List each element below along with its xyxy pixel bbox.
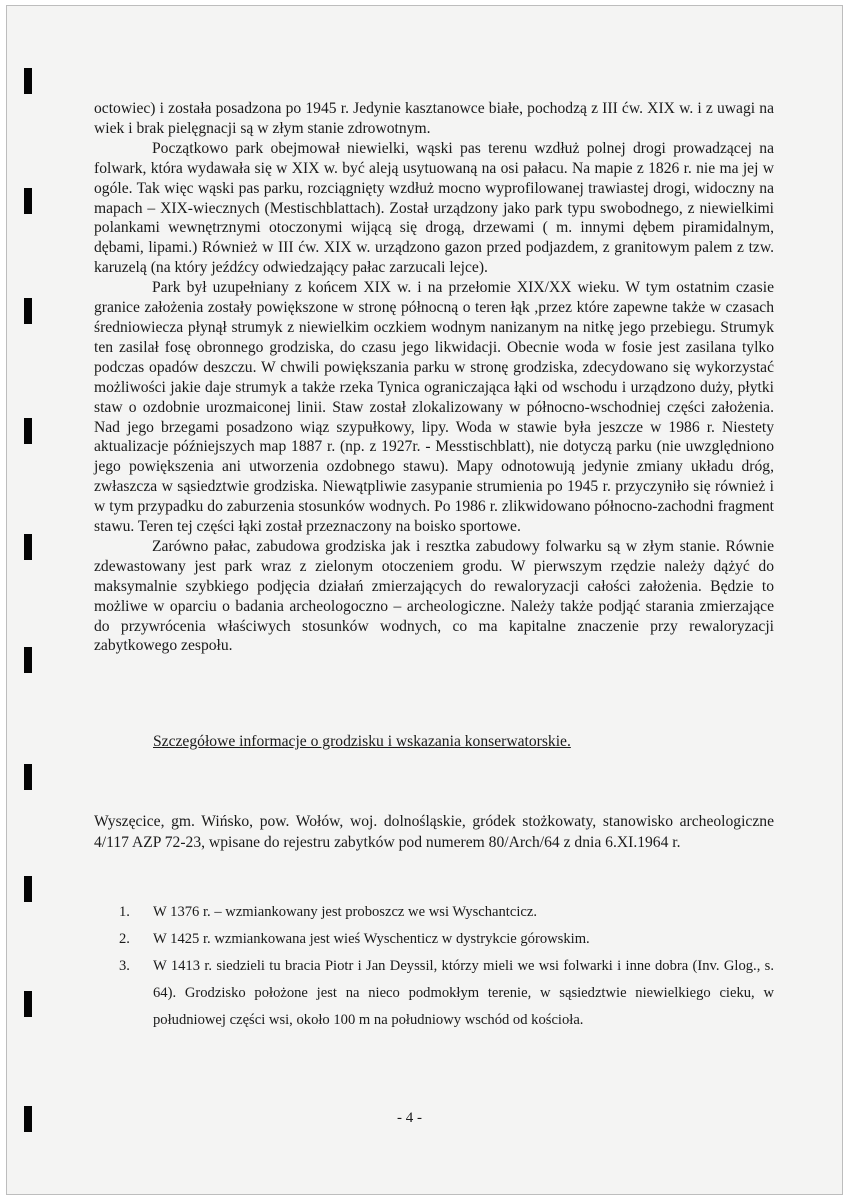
scan-registration-mark xyxy=(24,534,32,560)
scan-registration-mark xyxy=(24,188,32,214)
list-item xyxy=(119,953,774,1034)
paragraph: Park był uzupełniany z końcem XIX w. i na przełomie XIX/XX wieku. W tym ostatnim czasie granice założenia zostały powiększone w stronę północną o teren łąk ,przez które zapewne także w czasach średniowiecza płynął strumyk z niewielkim oczkiem wodnym nanizanym na nitkę jego przebiegu. Strumyk ten zasilał fosę obronnego grodziska, do czasu jego likwidacji. Obecnie woda w fosie jest zasilana tylko podczas opadów deszczu. W chwili powiększania parku w stronę grodziska, zdecydowano się wykorzystać możliwości jakie daje strumyk a także rzeka Tynica ograniczająca łąki od wschodu i urządzono duży, płytki staw o ozdobnie urozmaiconej linii. Staw został zlokalizowany w północno-wschodniej części założenia. Nad jego brzegami posadzono wiąz szypułkowy, lipy. Woda w stawie była jeszcze w 1986 r. Niestety aktualizacje późniejszych map 1887 r. (np. z 1927r. - Messtischblatt), nie dotyczą parku (nie uwzględniono jego powiększenia ani utworzenia ozdobnego stawu). Mapy odnotowują jedynie zmiany układu dróg, zwłaszcza w sąsiedztwie grodziska. Niewątpliwie zasypanie strumienia po 1945 r. przyczyniło się również i w tym przypadku do zaburzenia stosunków wodnych. Po 1986 r. zlikwidowano północno-zachodni fragment stawu. Teren tej części łąki został przeznaczony na boisko sportowe. xyxy=(94,279,774,536)
list-number: 2. xyxy=(119,931,130,947)
list-item xyxy=(119,926,774,953)
scan-registration-mark xyxy=(24,418,32,444)
scan-registration-mark xyxy=(24,991,32,1017)
list-item xyxy=(119,899,774,926)
history-list xyxy=(119,899,774,1034)
page-number: - 4 - xyxy=(397,1110,422,1126)
scan-registration-mark xyxy=(24,68,32,94)
scan-registration-mark xyxy=(24,764,32,790)
list-item-text: W 1425 r. wzmiankowana jest wieś Wyschenticz w dystrykcie górowskim. xyxy=(153,931,590,947)
list-item-text: W 1376 r. – wzmiankowany jest proboszcz we wsi Wyschantcicz. xyxy=(153,904,537,920)
body-text xyxy=(94,99,774,656)
scan-registration-mark xyxy=(24,1106,32,1132)
scan-registration-mark xyxy=(24,298,32,324)
paragraph: Zarówno pałac, zabudowa grodziska jak i resztka zabudowy folwarku są w złym stanie. Równie zdewastowany jest park wraz z zielonym otoczeniem grodu. W pierwszym rzędzie należy dążyć do maksymalnie szybkiego podjęcia działań zmierzających do rewaloryzacji całości założenia. Będzie to możliwe w oparciu o badania archeologoczno – archeologiczne. Należy także podjąć starania zmierzające do przywrócenia właściwych stosunków wodnych, co ma kapitalne znaczenie przy rewaloryzacji zabytkowego zespołu. xyxy=(94,537,774,655)
list-item-text: W 1413 r. siedzieli tu bracia Piotr i Jan Deyssil, którzy mieli we wsi folwarki i inne dobra (Inv. Glog., s. 64). Grodzisko położone jest na nieco podmokłym terenie, w sąsiedztwie niewielkiego cieku, w południowej części wsi, około 100 m na południowy wschód od kościoła. xyxy=(153,958,774,1028)
section-heading: Szczegółowe informacje o grodzisku i wskazania konserwatorskie. xyxy=(153,733,571,750)
scan-registration-mark xyxy=(24,647,32,673)
paragraph: Początkowo park obejmował niewielki, wąski pas terenu wzdłuż polnej drogi prowadzącej na folwark, która wydawała się w XIX w. być aleją usytuowaną na osi pałacu. Na mapie z 1826 r. nie ma jej w ogóle. Tak więc wąski pas parku, rozciągnięty wzdłuż mocno wyprofilowanej trawiastej drogi, widoczny na mapach – XIX-wiecznych (Mestischblattach). Został urządzony jako park typu swobodnego, z niewielkimi polankami wewnętrznymi otoczonymi wijącą się drogą, drzewami ( m. innymi dębem piramidalnym, dębami, lipami.) Również w III ćw. XIX w. urządzono gazon przed podjazdem, z granitowym palem z tzw. karuzelą (na który jeźdźcy odwiedzający pałac zarzucali lejce). xyxy=(94,139,774,277)
site-info: Wyszęcice, gm. Wińsko, pow. Wołów, woj. dolnośląskie, gródek stożkowaty, stanowisko archeologiczne 4/117 AZP 72-23, wpisane do rejestru zabytków pod numerem 80/Arch/64 z dnia 6.XI.1964 r. xyxy=(94,813,774,851)
list-number: 1. xyxy=(119,904,130,920)
scan-registration-mark xyxy=(24,876,32,902)
paragraph: octowiec) i została posadzona po 1945 r. Jedynie kasztanowce białe, pochodzą z III ćw. XIX w. i z uwagi na wiek i brak pielęgnacji są w złym stanie zdrowotnym. xyxy=(94,100,774,137)
document-page xyxy=(6,5,843,1195)
list-number: 3. xyxy=(119,958,130,974)
